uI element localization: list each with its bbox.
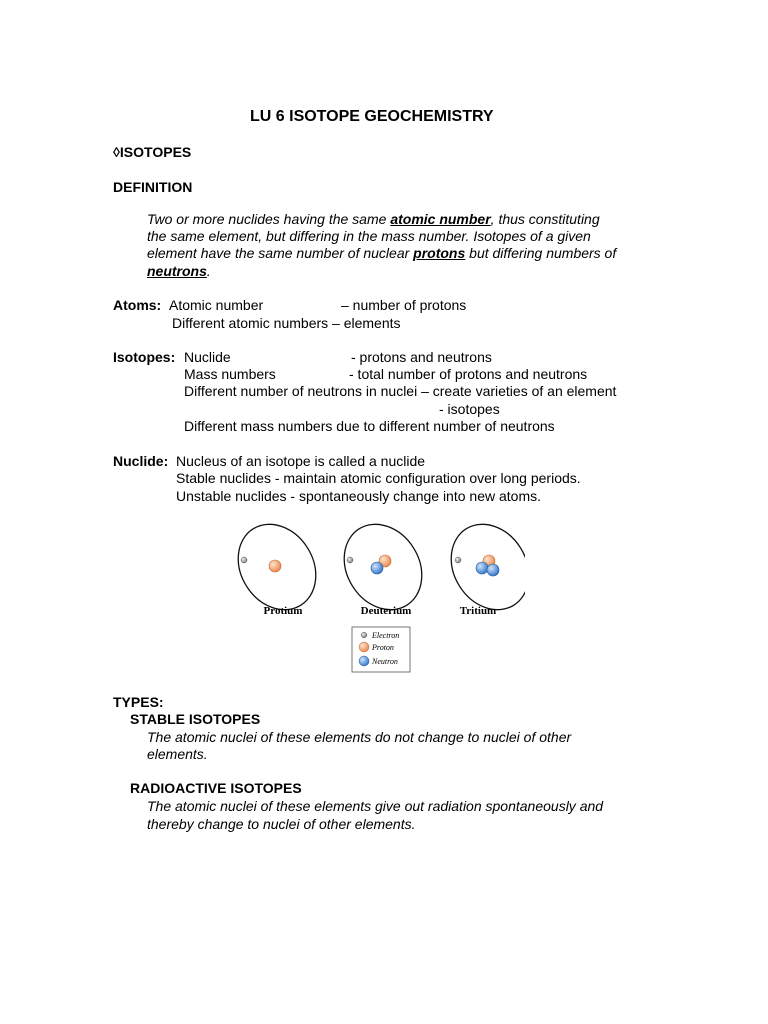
nuclide-row-3: Unstable nuclides - spontaneously change into new atoms.: [176, 488, 541, 504]
atoms-label: Atoms:: [113, 297, 162, 313]
isotopes-row-5: Different mass numbers due to different number of neutrons: [184, 418, 555, 434]
neutron-legend-icon: [359, 656, 369, 666]
nuclide-label: Nuclide:: [113, 453, 169, 469]
electron-legend-icon: [361, 632, 367, 638]
term-atomic-number: atomic number: [390, 211, 491, 227]
radioactive-isotopes-line-1: The atomic nuclei of these elements give out radiation spontaneously and: [147, 798, 604, 814]
deuterium-label: Deuterium: [360, 605, 412, 617]
nuclide-row-2: Stable nuclides - maintain atomic configuration over long periods.: [176, 470, 581, 486]
atoms-row-1-desc: – number of protons: [341, 297, 467, 313]
legend-electron: Electron: [372, 631, 400, 640]
page-title: LU 6 ISOTOPE GEOCHEMISTRY: [250, 108, 494, 125]
neutron-particle: [476, 562, 488, 574]
isotopes-row-4: - isotopes: [439, 401, 500, 417]
section-heading-text: ISOTOPES: [119, 144, 192, 160]
radioactive-isotopes-line-2: thereby change to nuclei of other elements.: [147, 816, 416, 832]
proton-particle: [269, 560, 281, 572]
definition-text: element have the same number of nuclear: [147, 245, 414, 261]
definition-heading: DEFINITION: [113, 179, 193, 195]
protium-label: Protium: [263, 605, 303, 617]
stable-isotopes-line-2: elements.: [147, 746, 208, 762]
stable-isotopes-line-1: The atomic nuclei of these elements do not change to nuclei of other: [147, 729, 572, 745]
radioactive-isotopes-heading: RADIOACTIVE ISOTOPES: [130, 780, 302, 796]
definition-text: but differing numbers of: [465, 245, 617, 261]
isotopes-row-2-term: Mass numbers: [184, 366, 276, 382]
electron-particle: [455, 557, 461, 563]
isotope-diagram: [225, 515, 525, 680]
definition-text: .: [206, 263, 211, 279]
electron-particle: [347, 557, 353, 563]
atoms-row-2: Different atomic numbers – elements: [172, 315, 401, 331]
definition-line-4: [147, 263, 211, 280]
term-protons: protons: [413, 245, 466, 261]
legend-proton: Proton: [372, 643, 394, 652]
nuclide-row-1: Nucleus of an isotope is called a nuclide: [176, 453, 426, 469]
definition-line-3: [147, 245, 616, 262]
figure-legend: [352, 627, 410, 672]
section-heading: [113, 144, 191, 161]
tritium-label: Tritium: [459, 605, 497, 617]
isotopes-label: Isotopes:: [113, 349, 176, 365]
definition-text: , thus constituting: [490, 211, 600, 227]
term-neutrons: neutrons: [147, 263, 207, 279]
isotopes-row-1-term: Nuclide: [184, 349, 231, 365]
definition-text: Two or more nuclides having the same: [147, 211, 391, 227]
legend-neutron: Neutron: [372, 657, 398, 666]
types-heading: TYPES:: [113, 694, 164, 710]
atoms-row-1-term: Atomic number: [169, 297, 264, 313]
stable-isotopes-heading: STABLE ISOTOPES: [130, 711, 261, 727]
definition-line-2: the same element, but differing in the mass number. Isotopes of a given: [147, 228, 591, 244]
neutron-particle: [371, 562, 383, 574]
isotopes-row-1-desc: - protons and neutrons: [351, 349, 492, 365]
definition-line-1: [147, 211, 600, 228]
isotopes-row-2-desc: - total number of protons and neutrons: [349, 366, 588, 382]
isotopes-row-3: Different number of neutrons in nuclei – create varieties of an element: [184, 383, 617, 399]
diamond-bullet-icon: ◊: [113, 144, 120, 160]
electron-particle: [241, 557, 247, 563]
proton-legend-icon: [359, 642, 369, 652]
neutron-particle: [487, 564, 499, 576]
